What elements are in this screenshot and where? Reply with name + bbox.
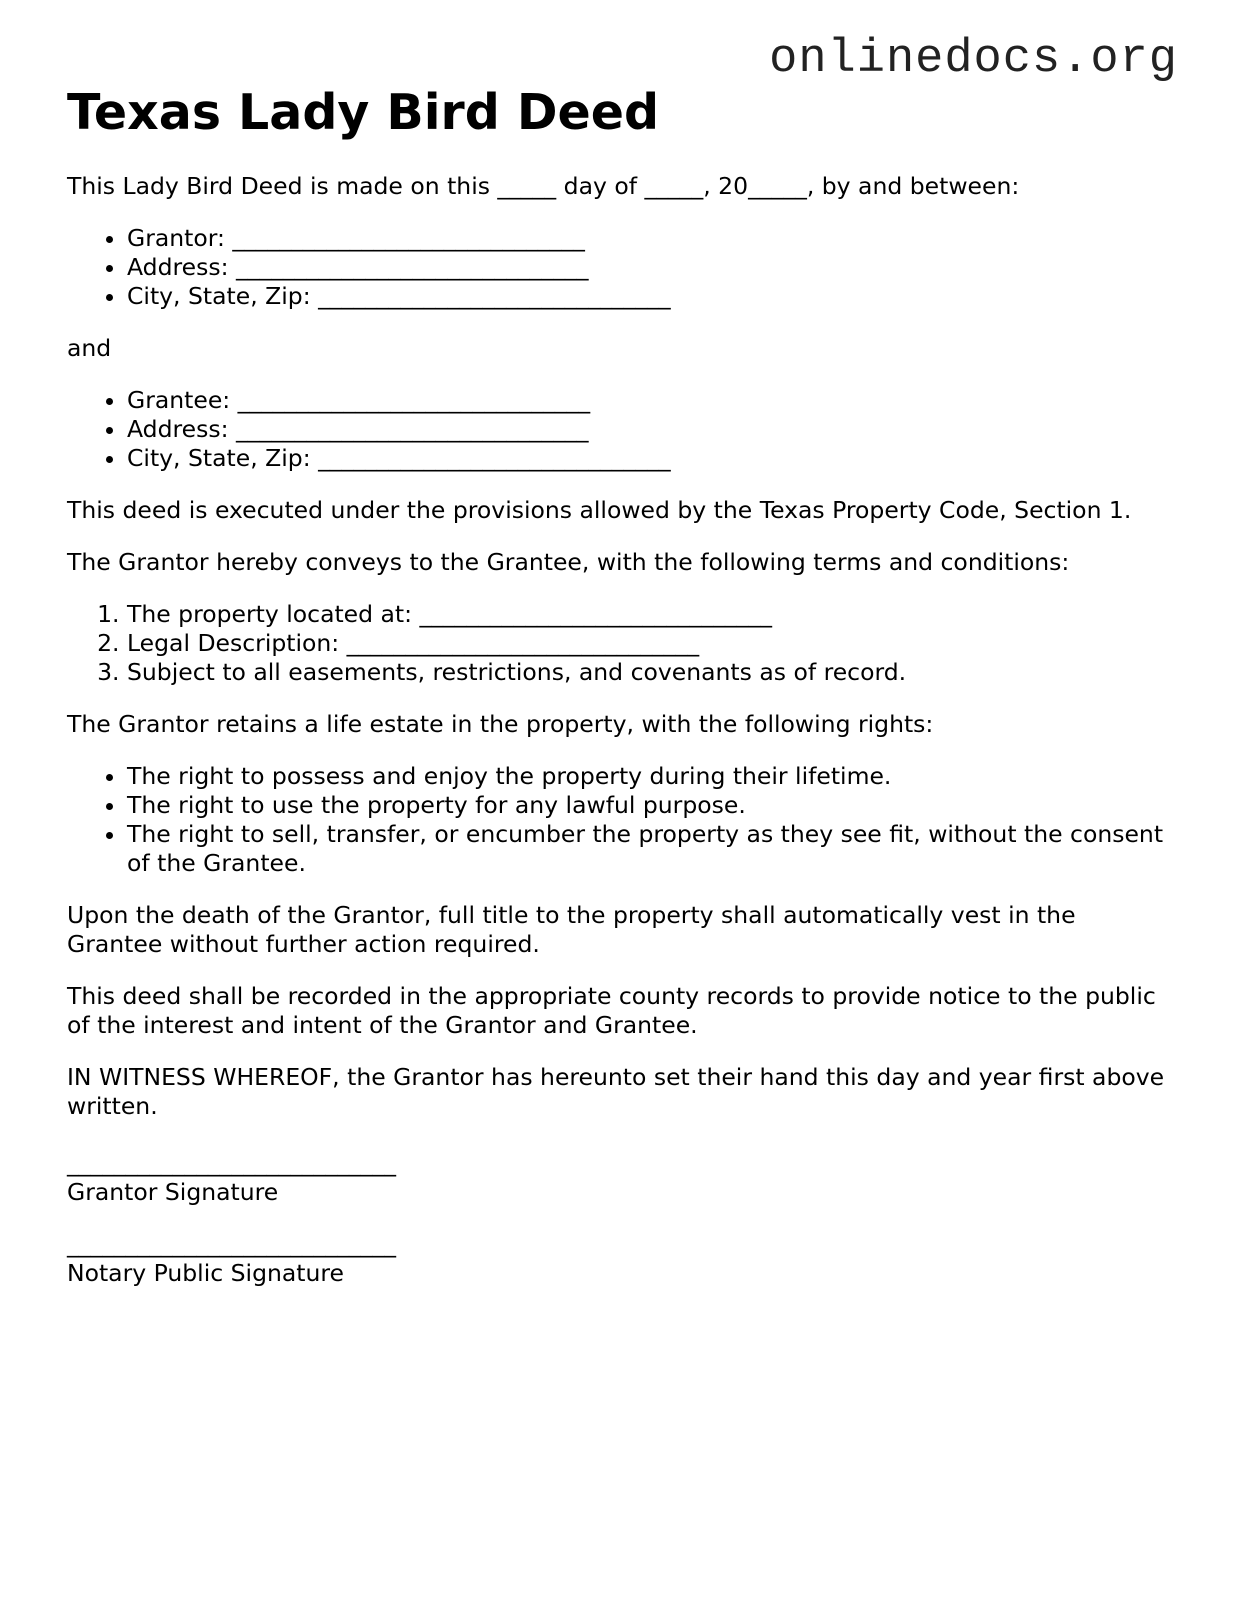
grantee-address-field: • Address: ______________________________ [127,415,1177,444]
term-item-property-location: 1. The property located at: ______________________________ [127,600,1177,629]
life-estate-paragraph: The Grantor retains a life estate in the property, with the following rights: [67,710,934,738]
term-item-legal-description: 2. Legal Description: ______________________________ [127,629,1177,658]
watermark-text: onlinedocs.org [769,33,1178,86]
grantor-city-state-zip-field: • City, State, Zip: ______________________________ [127,282,1177,311]
record-paragraph: This deed shall be recorded in the appropriate county records to provide notice to the public of the interest and intent of the Grantor and Grantee. [67,982,1156,1039]
notary-signature-block [67,1230,1177,1288]
and-text: and [67,334,112,362]
grantor-address-field: • Address: ______________________________ [127,253,1177,282]
grantee-fields-list [67,386,1177,473]
term-item-easements: 3. Subject to all easements, restrictions, and covenants as of record. [127,658,1177,687]
grantor-name-field: • Grantor: ______________________________ [127,224,1177,253]
document-body [67,172,1177,1311]
intro-paragraph: This Lady Bird Deed is made on this _____ day of _____, 20_____, by and between: [67,172,1020,200]
grantor-signature-label: Grantor Signature [67,1178,279,1206]
document-title: Texas Lady Bird Deed [67,84,660,141]
grantor-signature-block [67,1149,1177,1207]
right-item-sell: • The right to sell, transfer, or encumber the property as they see fit, without the consent of the Grantee. [127,820,1177,878]
right-item-use: • The right to use the property for any lawful purpose. [127,791,1177,820]
terms-list [67,600,1177,687]
provision-paragraph: This deed is executed under the provisions allowed by the Texas Property Code, Section 1. [67,496,1132,524]
grantor-signature-line: ____________________________ [67,1149,396,1177]
notary-signature-line: ____________________________ [67,1230,396,1258]
grantee-name-field: • Grantee: ______________________________ [127,386,1177,415]
death-paragraph: Upon the death of the Grantor, full title to the property shall automatically vest in the Grantee without further action required. [67,901,1076,958]
witness-paragraph: IN WITNESS WHEREOF, the Grantor has hereunto set their hand this day and year first above written. [67,1063,1165,1120]
notary-signature-label: Notary Public Signature [67,1259,344,1287]
grantor-fields-list [67,224,1177,311]
grantee-city-state-zip-field: • City, State, Zip: ______________________________ [127,444,1177,473]
conveys-paragraph: The Grantor hereby conveys to the Grantee, with the following terms and conditions: [67,548,1070,576]
right-item-possess: • The right to possess and enjoy the property during their lifetime. [127,762,1177,791]
rights-list [67,762,1177,878]
